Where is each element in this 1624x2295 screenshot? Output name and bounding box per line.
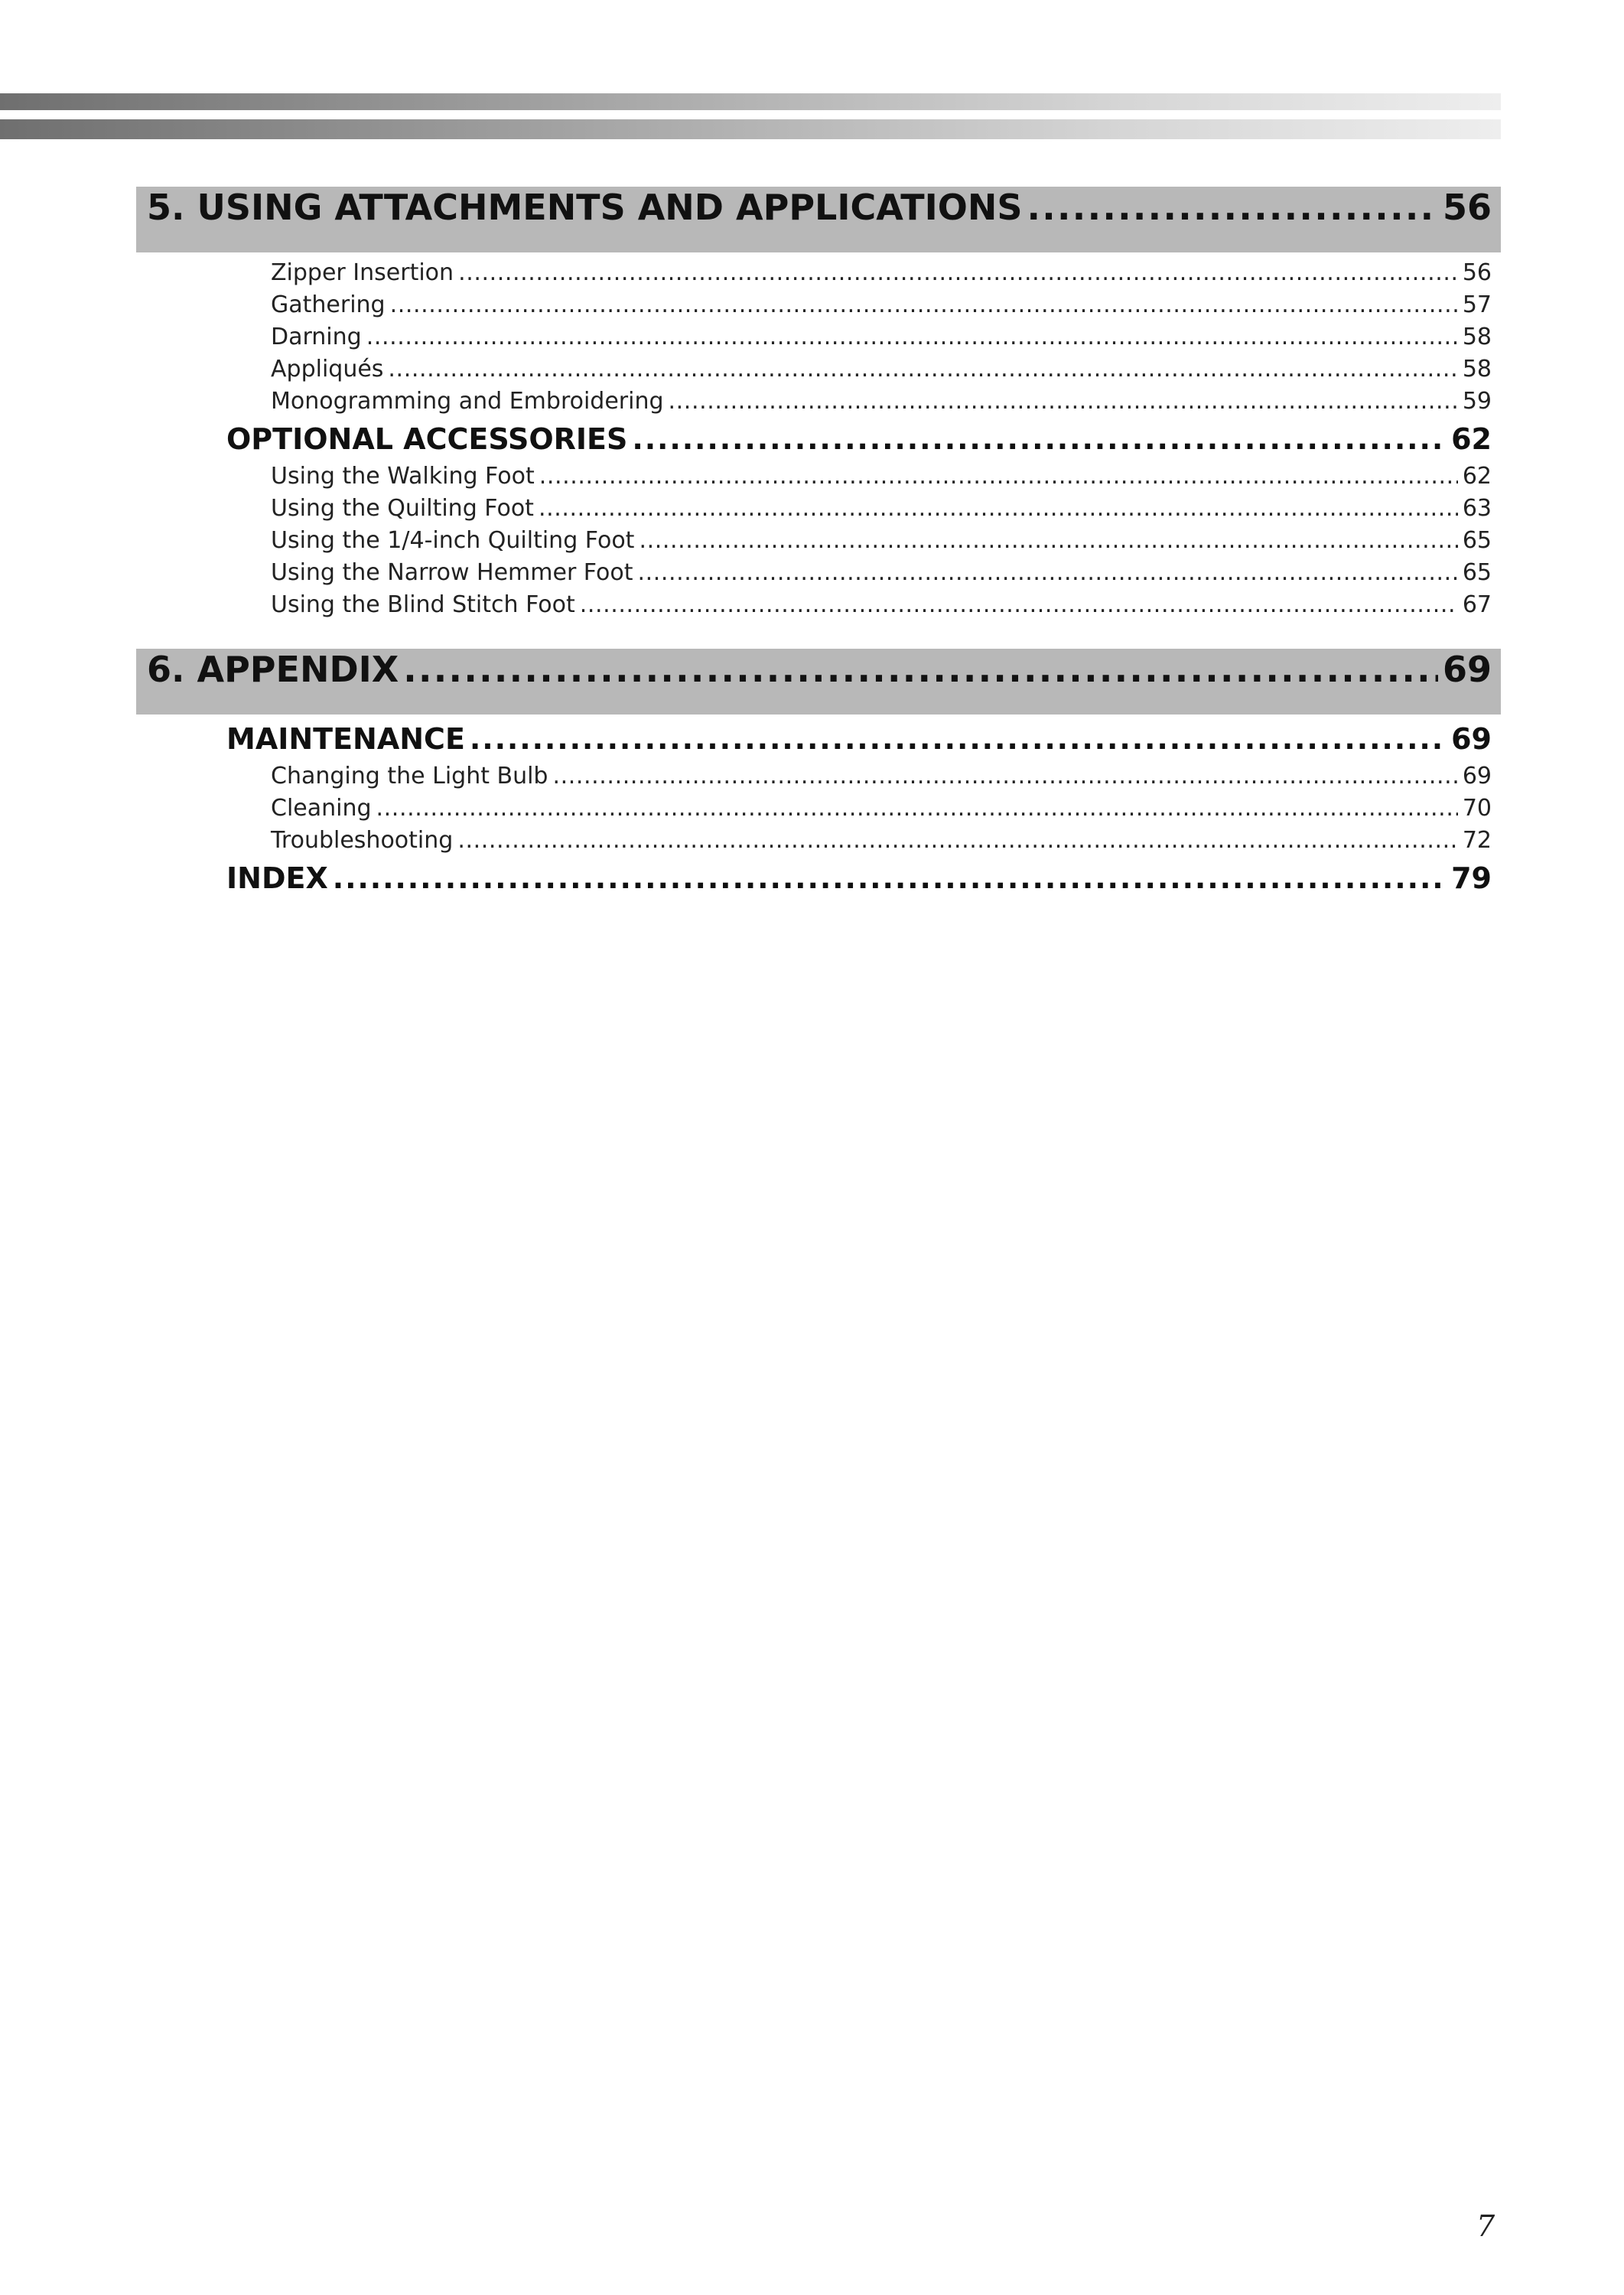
leader-dots [552, 760, 1457, 793]
toc-entry[interactable] [136, 386, 1501, 418]
entry-page: 65 [1462, 559, 1492, 586]
leader-dots [388, 353, 1457, 386]
chapter-page: 69 [1442, 649, 1492, 690]
entry-title: Using the Quilting Foot [271, 495, 534, 522]
page-number: 7 [1476, 2209, 1495, 2243]
table-of-contents [136, 187, 1501, 900]
entry-title: Darning [271, 324, 362, 350]
entry-page: 63 [1462, 495, 1492, 522]
section-title: MAINTENANCE [226, 722, 465, 756]
chapter-title: 5. USING ATTACHMENTS AND APPLICATIONS [147, 187, 1023, 228]
chapter-heading-6[interactable] [136, 649, 1501, 715]
toc-entry[interactable] [136, 461, 1501, 493]
leader-dots [457, 825, 1458, 857]
toc-entry[interactable] [136, 353, 1501, 386]
entry-title: Appliqués [271, 356, 384, 382]
leader-dots [539, 461, 1458, 493]
section-page: 79 [1451, 861, 1492, 895]
leader-dots [376, 793, 1458, 825]
entry-title: Gathering [271, 291, 386, 318]
toc-entry[interactable] [136, 493, 1501, 525]
section-heading-index[interactable] [136, 857, 1501, 900]
entry-title: Changing the Light Bulb [271, 763, 548, 789]
entry-title: Zipper Insertion [271, 259, 454, 286]
section-title: INDEX [226, 861, 328, 895]
header-band-bottom [0, 119, 1501, 139]
leader-dots [390, 289, 1458, 321]
section-page: 69 [1451, 722, 1492, 756]
entry-page: 56 [1462, 259, 1492, 286]
header-band-top [0, 93, 1501, 110]
section-heading-maintenance[interactable] [136, 718, 1501, 760]
toc-entry[interactable] [136, 589, 1501, 621]
toc-entry[interactable] [136, 321, 1501, 353]
toc-entry[interactable] [136, 825, 1501, 857]
entry-title: Cleaning [271, 795, 372, 822]
chapter-page: 56 [1442, 187, 1492, 228]
entry-page: 65 [1462, 527, 1492, 554]
leader-dots [669, 386, 1458, 418]
entry-title: Using the Blind Stitch Foot [271, 591, 575, 618]
entry-title: Using the Narrow Hemmer Foot [271, 559, 633, 586]
leader-dots [580, 589, 1458, 621]
leader-dots [458, 257, 1458, 289]
entry-page: 67 [1462, 591, 1492, 618]
entry-page: 58 [1462, 356, 1492, 382]
entry-title: Monogramming and Embroidering [271, 388, 664, 415]
leader-dots [632, 418, 1447, 461]
chapter-heading-5[interactable] [136, 187, 1501, 252]
toc-entry[interactable] [136, 557, 1501, 589]
entry-title: Using the 1/4-inch Quilting Foot [271, 527, 635, 554]
entry-page: 58 [1462, 324, 1492, 350]
chapter-title: 6. APPENDIX [147, 649, 399, 690]
toc-entry[interactable] [136, 289, 1501, 321]
entry-page: 69 [1462, 763, 1492, 789]
leader-dots [637, 557, 1457, 589]
toc-entry[interactable] [136, 525, 1501, 557]
toc-entry[interactable] [136, 760, 1501, 793]
section-heading-optional-accessories[interactable] [136, 418, 1501, 461]
leader-dots [366, 321, 1458, 353]
entry-page: 70 [1462, 795, 1492, 822]
entry-title: Troubleshooting [271, 827, 454, 854]
toc-entry[interactable] [136, 793, 1501, 825]
entry-page: 59 [1462, 388, 1492, 415]
toc-entry[interactable] [136, 257, 1501, 289]
leader-dots [639, 525, 1457, 557]
section-title: OPTIONAL ACCESSORIES [226, 422, 628, 456]
entry-title: Using the Walking Foot [271, 463, 535, 490]
entry-page: 72 [1462, 827, 1492, 854]
leader-dots [1027, 187, 1438, 228]
leader-dots [403, 649, 1438, 690]
section-page: 62 [1451, 422, 1492, 456]
entry-page: 62 [1462, 463, 1492, 490]
leader-dots [539, 493, 1458, 525]
leader-dots [333, 857, 1447, 900]
entry-page: 57 [1462, 291, 1492, 318]
leader-dots [470, 718, 1447, 760]
